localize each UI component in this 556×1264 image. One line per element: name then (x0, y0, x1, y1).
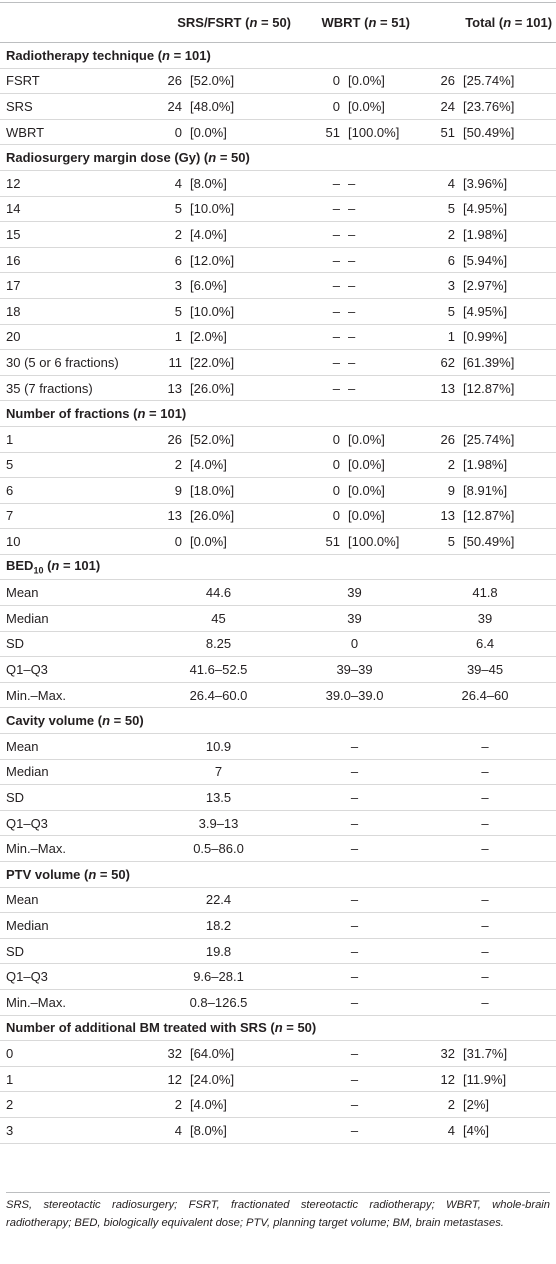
wbrt-count: – (295, 170, 343, 196)
total-count: 4 (414, 170, 458, 196)
row-label: Min.–Max. (0, 682, 142, 708)
row-label: 2 (0, 1092, 142, 1118)
total-percent: [2.97%] (458, 273, 556, 299)
srs-fsrt-value: 8.25 (142, 631, 295, 657)
srs-fsrt-value: 13.5 (142, 785, 295, 811)
srs-fsrt-count: 13 (142, 503, 185, 529)
total-count: 4 (414, 1117, 458, 1143)
row-label: Q1–Q3 (0, 964, 142, 990)
srs-fsrt-count: 6 (142, 247, 185, 273)
total-percent: [5.94%] (458, 247, 556, 273)
total-count: 9 (414, 478, 458, 504)
table-row (0, 222, 556, 248)
wbrt-count: 0 (295, 452, 343, 478)
srs-fsrt-value: 0.8–126.5 (142, 989, 295, 1015)
row-label: 12 (0, 170, 142, 196)
header-label-cell (0, 3, 142, 43)
total-percent: [3.96%] (458, 170, 556, 196)
wbrt-value: 39 (295, 580, 414, 606)
row-label: 14 (0, 196, 142, 222)
section-header-row (0, 708, 556, 734)
row-label: 30 (5 or 6 fractions) (0, 350, 142, 376)
wbrt-count: – (295, 324, 343, 350)
wbrt-percent: – (343, 196, 414, 222)
radiotherapy-table (0, 2, 556, 1144)
wbrt-count: 0 (295, 503, 343, 529)
table-row (0, 170, 556, 196)
total-count: 6 (414, 247, 458, 273)
row-label: WBRT (0, 119, 142, 145)
row-label: 10 (0, 529, 142, 555)
total-percent: [31.7%] (458, 1041, 556, 1067)
wbrt-count: – (295, 222, 343, 248)
total-count: 2 (414, 452, 458, 478)
table-row (0, 503, 556, 529)
table-body (0, 43, 556, 1144)
row-label: SD (0, 631, 142, 657)
table-row (0, 94, 556, 120)
wbrt-count: – (295, 196, 343, 222)
total-value: 41.8 (414, 580, 556, 606)
total-percent: [61.39%] (458, 350, 556, 376)
row-label: 7 (0, 503, 142, 529)
total-value: – (414, 810, 556, 836)
srs-fsrt-count: 13 (142, 375, 185, 401)
srs-fsrt-count: 9 (142, 478, 185, 504)
section-header-row (0, 43, 556, 69)
wbrt-percent: [0.0%] (343, 68, 414, 94)
srs-fsrt-value: 45 (142, 606, 295, 632)
srs-fsrt-value: 3.9–13 (142, 810, 295, 836)
table-row (0, 273, 556, 299)
srs-fsrt-count: 4 (142, 1117, 185, 1143)
wbrt-percent: [0.0%] (343, 478, 414, 504)
table-row (0, 913, 556, 939)
table-row (0, 324, 556, 350)
table-row (0, 631, 556, 657)
srs-fsrt-value: 22.4 (142, 887, 295, 913)
section-header-row (0, 862, 556, 888)
table-row (0, 247, 556, 273)
total-value: – (414, 887, 556, 913)
total-count: 2 (414, 1092, 458, 1118)
total-percent: [50.49%] (458, 529, 556, 555)
total-count: 62 (414, 350, 458, 376)
row-label: 0 (0, 1041, 142, 1067)
table-row (0, 1066, 556, 1092)
total-value: – (414, 938, 556, 964)
table-row (0, 606, 556, 632)
srs-fsrt-count: 0 (142, 529, 185, 555)
srs-fsrt-count: 2 (142, 222, 185, 248)
table-row (0, 119, 556, 145)
srs-fsrt-percent: [4.0%] (185, 222, 295, 248)
row-label: Mean (0, 580, 142, 606)
row-label: 1 (0, 1066, 142, 1092)
wbrt-value: 0 (295, 631, 414, 657)
srs-fsrt-count: 2 (142, 1092, 185, 1118)
row-label: 20 (0, 324, 142, 350)
wbrt-percent: – (343, 222, 414, 248)
wbrt-value: – (295, 810, 414, 836)
row-label: SD (0, 938, 142, 964)
total-percent: [11.9%] (458, 1066, 556, 1092)
srs-fsrt-count: 26 (142, 68, 185, 94)
total-count: 51 (414, 119, 458, 145)
wbrt-count: – (295, 350, 343, 376)
srs-fsrt-count: 5 (142, 196, 185, 222)
srs-fsrt-count: 1 (142, 324, 185, 350)
total-percent: [25.74%] (458, 426, 556, 452)
srs-fsrt-percent: [64.0%] (185, 1041, 295, 1067)
srs-fsrt-percent: [0.0%] (185, 529, 295, 555)
total-percent: [4%] (458, 1117, 556, 1143)
wbrt-value: – (295, 1092, 414, 1118)
table-row (0, 1092, 556, 1118)
wbrt-value: 39.0–39.0 (295, 682, 414, 708)
row-label: Median (0, 759, 142, 785)
table-row (0, 350, 556, 376)
table-row (0, 452, 556, 478)
wbrt-value: – (295, 913, 414, 939)
table-row (0, 938, 556, 964)
total-count: 1 (414, 324, 458, 350)
total-count: 5 (414, 196, 458, 222)
total-value: 39 (414, 606, 556, 632)
srs-fsrt-percent: [6.0%] (185, 273, 295, 299)
row-label: Mean (0, 887, 142, 913)
section-title: Cavity volume (n = 50) (0, 708, 556, 734)
total-value: – (414, 964, 556, 990)
row-label: 18 (0, 298, 142, 324)
srs-fsrt-percent: [26.0%] (185, 375, 295, 401)
section-header-row (0, 554, 556, 580)
srs-fsrt-count: 5 (142, 298, 185, 324)
srs-fsrt-percent: [10.0%] (185, 298, 295, 324)
wbrt-count: – (295, 273, 343, 299)
srs-fsrt-count: 26 (142, 426, 185, 452)
srs-fsrt-percent: [18.0%] (185, 478, 295, 504)
total-count: 26 (414, 426, 458, 452)
total-percent: [12.87%] (458, 503, 556, 529)
total-percent: [4.95%] (458, 196, 556, 222)
srs-fsrt-percent: [4.0%] (185, 452, 295, 478)
table-row (0, 682, 556, 708)
table-row (0, 989, 556, 1015)
table-row (0, 785, 556, 811)
section-title: PTV volume (n = 50) (0, 862, 556, 888)
srs-fsrt-percent: [2.0%] (185, 324, 295, 350)
table-row (0, 298, 556, 324)
srs-fsrt-count: 0 (142, 119, 185, 145)
total-count: 32 (414, 1041, 458, 1067)
total-count: 2 (414, 222, 458, 248)
wbrt-percent: [100.0%] (343, 529, 414, 555)
header-total: Total (n = 101) (414, 3, 556, 43)
total-value: 6.4 (414, 631, 556, 657)
header-wbrt: WBRT (n = 51) (295, 3, 414, 43)
wbrt-count: – (295, 375, 343, 401)
srs-fsrt-count: 3 (142, 273, 185, 299)
total-percent: [4.95%] (458, 298, 556, 324)
row-label: 1 (0, 426, 142, 452)
wbrt-percent: [100.0%] (343, 119, 414, 145)
wbrt-percent: [0.0%] (343, 452, 414, 478)
wbrt-value: – (295, 938, 414, 964)
row-label: 16 (0, 247, 142, 273)
srs-fsrt-count: 24 (142, 94, 185, 120)
section-header-row (0, 401, 556, 427)
wbrt-value: – (295, 989, 414, 1015)
total-value: 26.4–60 (414, 682, 556, 708)
table-row (0, 734, 556, 760)
section-title: Radiotherapy technique (n = 101) (0, 43, 556, 69)
row-label: SRS (0, 94, 142, 120)
total-percent: [23.76%] (458, 94, 556, 120)
wbrt-value: – (295, 1041, 414, 1067)
wbrt-percent: – (343, 324, 414, 350)
wbrt-value: – (295, 759, 414, 785)
srs-fsrt-value: 26.4–60.0 (142, 682, 295, 708)
srs-fsrt-value: 9.6–28.1 (142, 964, 295, 990)
wbrt-count: 0 (295, 426, 343, 452)
srs-fsrt-percent: [8.0%] (185, 1117, 295, 1143)
wbrt-value: – (295, 734, 414, 760)
wbrt-value: 39–39 (295, 657, 414, 683)
total-percent: [12.87%] (458, 375, 556, 401)
row-label: Median (0, 913, 142, 939)
row-label: 3 (0, 1117, 142, 1143)
wbrt-percent: – (343, 375, 414, 401)
srs-fsrt-percent: [24.0%] (185, 1066, 295, 1092)
row-label: Min.–Max. (0, 989, 142, 1015)
total-count: 26 (414, 68, 458, 94)
srs-fsrt-percent: [4.0%] (185, 1092, 295, 1118)
wbrt-percent: – (343, 298, 414, 324)
table-row (0, 887, 556, 913)
wbrt-percent: – (343, 170, 414, 196)
wbrt-percent: [0.0%] (343, 426, 414, 452)
table-row (0, 1117, 556, 1143)
total-percent: [0.99%] (458, 324, 556, 350)
section-header-row (0, 145, 556, 171)
srs-fsrt-value: 19.8 (142, 938, 295, 964)
srs-fsrt-value: 7 (142, 759, 295, 785)
row-label: 5 (0, 452, 142, 478)
row-label: Median (0, 606, 142, 632)
wbrt-percent: – (343, 350, 414, 376)
wbrt-percent: [0.0%] (343, 94, 414, 120)
srs-fsrt-count: 2 (142, 452, 185, 478)
wbrt-value: 39 (295, 606, 414, 632)
wbrt-count: 0 (295, 68, 343, 94)
wbrt-count: – (295, 247, 343, 273)
srs-fsrt-percent: [10.0%] (185, 196, 295, 222)
total-value: – (414, 785, 556, 811)
srs-fsrt-value: 18.2 (142, 913, 295, 939)
srs-fsrt-count: 4 (142, 170, 185, 196)
table-row (0, 810, 556, 836)
wbrt-percent: – (343, 247, 414, 273)
table-row (0, 196, 556, 222)
section-header-row (0, 1015, 556, 1041)
total-count: 5 (414, 529, 458, 555)
section-title: Number of fractions (n = 101) (0, 401, 556, 427)
srs-fsrt-percent: [0.0%] (185, 119, 295, 145)
srs-fsrt-count: 12 (142, 1066, 185, 1092)
table-row (0, 964, 556, 990)
table-row (0, 836, 556, 862)
row-label: 6 (0, 478, 142, 504)
wbrt-count: 51 (295, 119, 343, 145)
total-value: – (414, 989, 556, 1015)
total-count: 12 (414, 1066, 458, 1092)
wbrt-value: – (295, 836, 414, 862)
wbrt-percent: [0.0%] (343, 503, 414, 529)
section-title: Radiosurgery margin dose (Gy) (n = 50) (0, 145, 556, 171)
total-value: – (414, 759, 556, 785)
srs-fsrt-percent: [48.0%] (185, 94, 295, 120)
total-count: 24 (414, 94, 458, 120)
total-percent: [50.49%] (458, 119, 556, 145)
total-count: 13 (414, 503, 458, 529)
wbrt-percent: – (343, 273, 414, 299)
total-value: 39–45 (414, 657, 556, 683)
row-label: Mean (0, 734, 142, 760)
row-label: Min.–Max. (0, 836, 142, 862)
section-title: $BED_{10}$ (n = 101) (0, 554, 556, 580)
table-row (0, 426, 556, 452)
wbrt-count: 0 (295, 94, 343, 120)
header-row (0, 3, 556, 43)
srs-fsrt-count: 11 (142, 350, 185, 376)
srs-fsrt-percent: [52.0%] (185, 68, 295, 94)
total-percent: [25.74%] (458, 68, 556, 94)
srs-fsrt-value: 10.9 (142, 734, 295, 760)
row-label: SD (0, 785, 142, 811)
row-label: Q1–Q3 (0, 810, 142, 836)
total-value: – (414, 913, 556, 939)
row-label: Q1–Q3 (0, 657, 142, 683)
table-row (0, 478, 556, 504)
wbrt-count: – (295, 298, 343, 324)
row-label: 15 (0, 222, 142, 248)
srs-fsrt-percent: [22.0%] (185, 350, 295, 376)
row-label: 17 (0, 273, 142, 299)
table-row (0, 1041, 556, 1067)
total-value: – (414, 836, 556, 862)
row-label: FSRT (0, 68, 142, 94)
wbrt-value: – (295, 785, 414, 811)
wbrt-value: – (295, 964, 414, 990)
table-row (0, 759, 556, 785)
header-srs-fsrt: SRS/FSRT (n = 50) (142, 3, 295, 43)
total-value: – (414, 734, 556, 760)
srs-fsrt-value: 41.6–52.5 (142, 657, 295, 683)
total-count: 13 (414, 375, 458, 401)
total-percent: [8.91%] (458, 478, 556, 504)
table-row (0, 375, 556, 401)
srs-fsrt-percent: [8.0%] (185, 170, 295, 196)
table-footnote: SRS, stereotactic radiosurgery; FSRT, fractionated stereotactic radiotherapy; WBRT, whole-brain radiotherapy; BED, biologically equivalent dose; PTV, planning target volume; BM, brain metastases. (6, 1192, 550, 1232)
srs-fsrt-percent: [12.0%] (185, 247, 295, 273)
table-row (0, 580, 556, 606)
table-row (0, 657, 556, 683)
section-title: Number of additional BM treated with SRS (n = 50) (0, 1015, 556, 1041)
total-percent: [1.98%] (458, 452, 556, 478)
total-percent: [1.98%] (458, 222, 556, 248)
wbrt-value: – (295, 1117, 414, 1143)
total-count: 3 (414, 273, 458, 299)
wbrt-count: 0 (295, 478, 343, 504)
srs-fsrt-percent: [52.0%] (185, 426, 295, 452)
total-count: 5 (414, 298, 458, 324)
total-percent: [2%] (458, 1092, 556, 1118)
srs-fsrt-percent: [26.0%] (185, 503, 295, 529)
srs-fsrt-value: 44.6 (142, 580, 295, 606)
wbrt-value: – (295, 887, 414, 913)
wbrt-count: 51 (295, 529, 343, 555)
table-row (0, 529, 556, 555)
srs-fsrt-value: 0.5–86.0 (142, 836, 295, 862)
table-row (0, 68, 556, 94)
row-label: 35 (7 fractions) (0, 375, 142, 401)
srs-fsrt-count: 32 (142, 1041, 185, 1067)
wbrt-value: – (295, 1066, 414, 1092)
